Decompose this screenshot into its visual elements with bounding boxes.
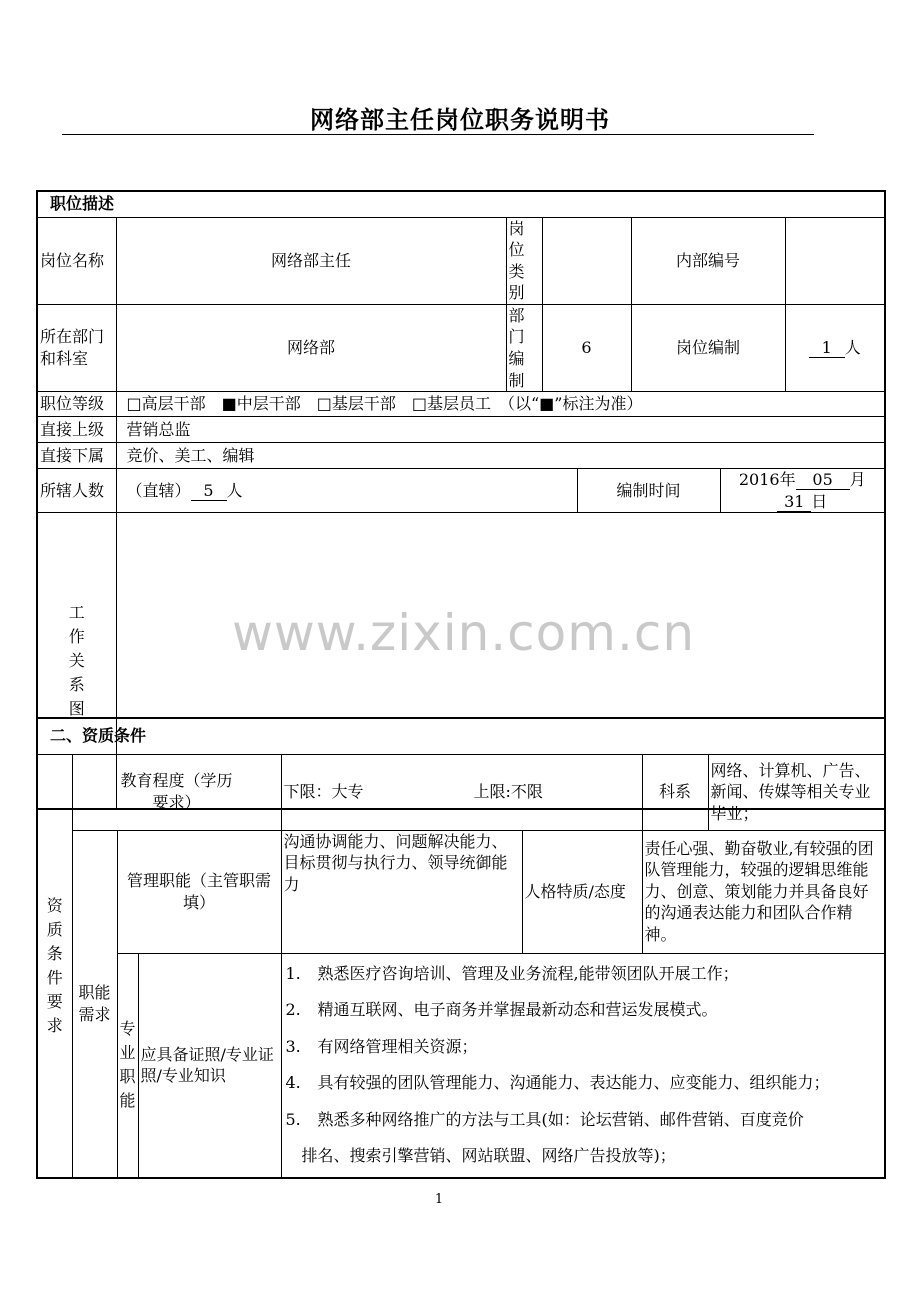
requirement-number: 5. — [285, 1109, 301, 1129]
qualification-side-label: 资质条件要求 — [46, 895, 63, 1035]
ability-label: 职能需求 — [78, 983, 111, 1024]
post-quota-label: 岗位编制 — [631, 304, 785, 391]
superior-value: 营销总监 — [116, 417, 885, 443]
compile-day: 31 — [777, 493, 811, 512]
lower-limit: 下限：大专 — [283, 782, 364, 802]
major-value: 网络、计算机、广告、新闻、传媒等相关专业毕业； — [708, 754, 885, 830]
education-label-text: 教育程度（学历要求） — [120, 771, 233, 812]
requirement-item — [286, 1029, 881, 1066]
requirement-number: 3. — [285, 1036, 301, 1056]
requirement-number: 4. — [285, 1073, 301, 1093]
page-number: 1 — [434, 1192, 444, 1207]
professional-label: 专业职能 — [119, 1019, 136, 1111]
requirement-list — [281, 953, 885, 1178]
requirement-item — [286, 1065, 881, 1102]
management-value: 沟通协调能力、问题解决能力、目标贯彻与执行力、领导统御能力 — [281, 830, 522, 953]
compile-time-label: 编制时间 — [577, 469, 720, 513]
personality-value: 责任心强、勤奋敬业,有较强的团队管理能力，较强的逻辑思维能力、创意、策划能力并具备良好的沟通表达能力和团队合作精神。 — [642, 830, 885, 953]
education-label — [72, 754, 281, 830]
subordinate-value: 竞价、美工、编辑 — [116, 443, 885, 469]
compile-month: 05 — [796, 471, 850, 490]
year-char: 年 — [779, 470, 796, 490]
ability-label-cell — [72, 830, 117, 1178]
position-type-label: 岗位类别 — [506, 217, 542, 304]
document-title: 网络部主任岗位职务说明书 — [310, 105, 610, 134]
management-label: 管理职能（主管职需填） — [117, 830, 281, 953]
personality-label: 人格特质/态度 — [522, 830, 642, 953]
position-name-value: 网络部主任 — [116, 217, 506, 304]
department-quota-label: 部门编制 — [506, 304, 542, 391]
compile-time-value — [720, 469, 885, 513]
post-quota-cell — [785, 304, 885, 391]
requirement-item — [286, 956, 881, 993]
superior-label: 直接上级 — [37, 417, 116, 443]
professional-label-cell — [117, 953, 138, 1178]
department-value: 网络部 — [116, 304, 506, 391]
major-label: 科系 — [642, 754, 708, 830]
post-quota-value: 1 — [809, 339, 845, 358]
requirement-item — [286, 992, 881, 1029]
level-label: 职位等级 — [37, 392, 116, 417]
headcount-label: 所辖人数 — [37, 469, 116, 513]
post-quota-unit: 人 — [844, 338, 861, 358]
compile-year: 2016 — [738, 470, 780, 490]
headcount-cell — [116, 469, 577, 513]
title-underline — [62, 134, 814, 135]
requirement-text: 熟悉医疗咨询培训、管理及业务流程,能带领团队开展工作； — [317, 963, 739, 983]
requirement-text: 精通互联网、电子商务并掌握最新动态和营运发展模式。 — [317, 1000, 718, 1020]
internal-no-value — [785, 217, 885, 304]
requirement-text: 具有较强的团队管理能力、沟通能力、表达能力、应变能力、组织能力； — [317, 1073, 830, 1093]
subordinate-label: 直接下属 — [37, 443, 116, 469]
position-name-label: 岗位名称 — [37, 217, 116, 304]
qualification-table — [36, 717, 886, 1179]
requirement-continuation: 排名、搜索引擎营销、网站联盟、网络广告投放等)； — [301, 1146, 676, 1166]
education-limits — [281, 754, 642, 830]
headcount-unit: 人 — [226, 481, 243, 501]
watermark: www.zixin.com.cn — [232, 604, 696, 662]
upper-limit: 上限:不限 — [473, 782, 543, 802]
section-heading-job-description: 职位描述 — [37, 191, 885, 217]
requirement-text: 熟悉多种网络推广的方法与工具(如：论坛营销、邮件营销、百度竞价 — [317, 1109, 804, 1129]
position-type-value — [542, 217, 631, 304]
headcount-prefix: （直辖） — [126, 481, 191, 501]
requirement-item — [286, 1102, 881, 1139]
department-label: 所在部门和科室 — [37, 304, 116, 391]
qualification-side-label-cell — [37, 754, 72, 1178]
internal-no-label: 内部编号 — [631, 217, 785, 304]
month-char: 月 — [849, 470, 866, 490]
work-chart-label: 工作关系图 — [68, 602, 85, 718]
requirement-number: 1. — [285, 963, 301, 983]
section-heading-qualification: 二、资质条件 — [37, 718, 885, 754]
certificate-label: 应具备证照/专业证照/专业知识 — [138, 953, 281, 1178]
department-quota-value: 6 — [542, 304, 631, 391]
level-options: □高层干部 ■中层干部 □基层干部 □基层员工 （以“■”标注为准） — [116, 392, 885, 417]
requirement-text: 有网络管理相关资源； — [317, 1036, 478, 1056]
day-char: 日 — [811, 491, 828, 511]
headcount-value: 5 — [191, 482, 227, 501]
requirement-number: 2. — [285, 1000, 301, 1020]
